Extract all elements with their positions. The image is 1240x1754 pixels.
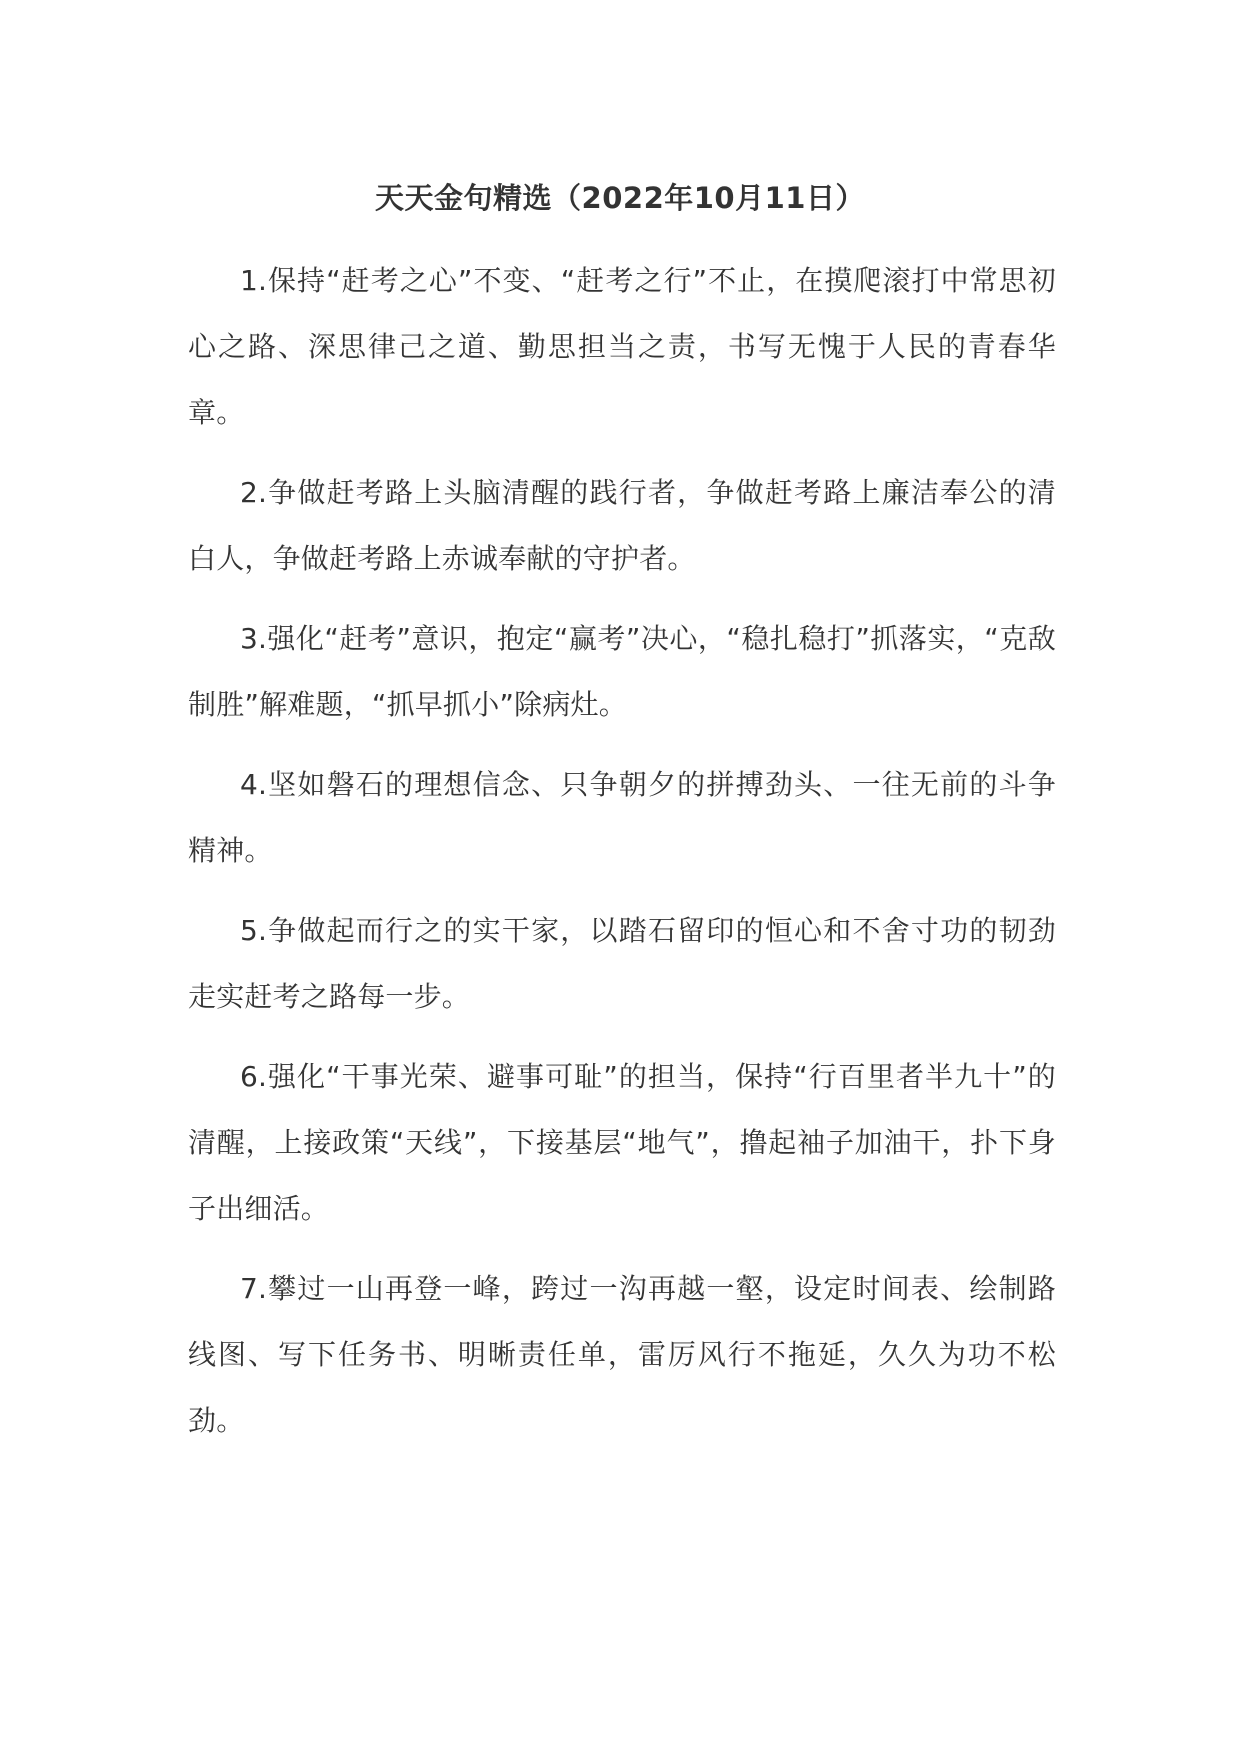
quote-item-3: 3.强化“赶考”意识，抱定“赢考”决心，“稳扎稳打”抓落实，“克敌制胜”解难题，“抓早抓小”除病灶。	[188, 622, 1056, 721]
quote-item-6: 6.强化“干事光荣、避事可耻”的担当，保持“行百里者半九十”的清醒，上接政策“天线”，下接基层“地气”，撸起袖子加油干，扑下身子出细活。	[188, 1060, 1056, 1225]
quote-item-5: 5.争做起而行之的实干家，以踏石留印的恒心和不舍寸功的韧劲走实赶考之路每一步。	[188, 914, 1056, 1013]
quote-item-1: 1.保持“赶考之心”不变、“赶考之行”不止，在摸爬滚打中常思初心之路、深思律己之道、勤思担当之责，书写无愧于人民的青春华章。	[188, 264, 1056, 429]
document-body	[188, 248, 1056, 1468]
quote-item-4: 4.坚如磐石的理想信念、只争朝夕的拼搏劲头、一往无前的斗争精神。	[188, 768, 1056, 867]
quote-item-2: 2.争做赶考路上头脑清醒的践行者，争做赶考路上廉洁奉公的清白人，争做赶考路上赤诚奉献的守护者。	[188, 476, 1056, 575]
quote-item-7: 7.攀过一山再登一峰，跨过一沟再越一壑，设定时间表、绘制路线图、写下任务书、明晰责任单，雷厉风行不拖延，久久为功不松劲。	[188, 1272, 1056, 1437]
document-title: 天天金句精选（2022年10月11日）	[375, 181, 865, 215]
